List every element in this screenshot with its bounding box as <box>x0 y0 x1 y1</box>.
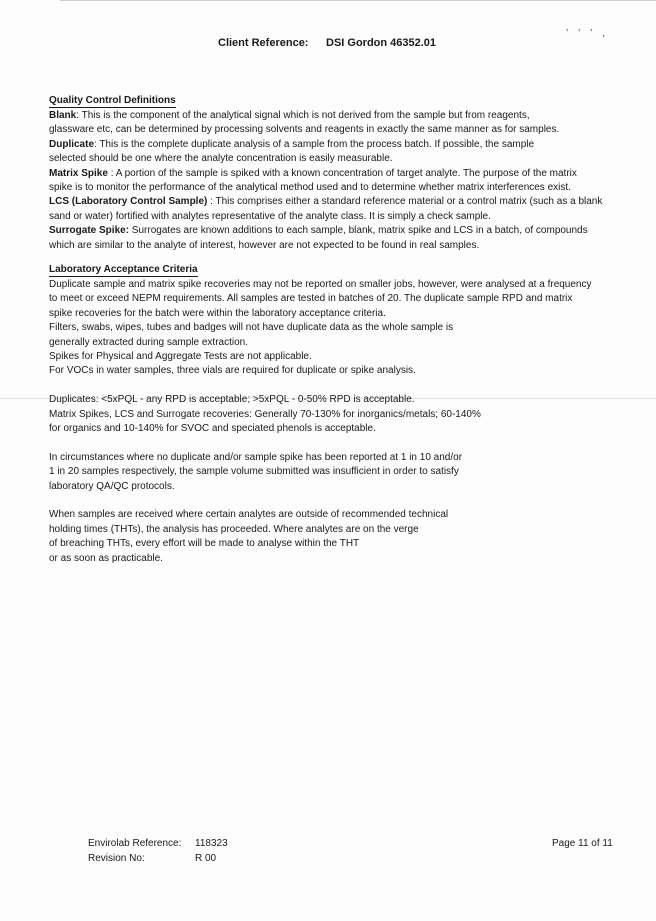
scan-specks: ’’’, <box>566 28 616 39</box>
surrogate-definition-line1 <box>49 224 619 238</box>
surrogate-definition-line2: which are similar to the analyte of interest, however are not expected to be found in real samples. <box>49 239 480 251</box>
recoveries-criteria-line: for organics and 10-140% for SVOC and speciated phenols is acceptable. <box>49 423 376 435</box>
matrix-spike-definition-line2: spike is to monitor the performance of the analytical method used and to determine whether matrix interferences exist. <box>49 182 571 194</box>
blank-definition-line2: glassware etc, can be determined by processing solvents and reagents in exactly the same manner as for samples. <box>49 124 560 136</box>
acceptance-line: to meet or exceed NEPM requirements. All samples are tested in batches of 20. The duplicate sample RPD and matrix <box>49 293 573 305</box>
duplicate-definition-line1 <box>49 138 619 152</box>
acceptance-line: Spikes for Physical and Aggregate Tests are not applicable. <box>49 351 312 363</box>
paragraph-gap <box>49 436 619 450</box>
qc-definitions-section <box>49 94 619 253</box>
holding-times-line: of breaching THTs, every effort will be made to analyse within the THT <box>49 538 360 550</box>
insufficient-volume-line: laboratory QA/QC protocols. <box>49 480 175 492</box>
acceptance-line: Duplicate sample and matrix spike recoveries may not be reported on smaller jobs, however, were analysed at a frequency <box>49 279 592 290</box>
insufficient-volume-line: 1 in 20 samples respectively, the sample volume submitted was insufficient in order to satisfy <box>49 466 459 478</box>
qc-definitions-title: Quality Control Definitions <box>49 95 176 106</box>
lcs-definition-line2: sand or water) fortified with analytes representative of the analyte class. It is simply a check sample. <box>49 210 491 222</box>
acceptance-criteria-section <box>49 263 619 566</box>
surrogate-term: Surrogate Spike: <box>49 225 130 237</box>
revision-label: Revision No: <box>88 853 145 864</box>
client-reference-value: DSI Gordon 46352.01 <box>326 37 437 49</box>
duplicate-definition-line2: selected should be one where the analyte concentration is easily measurable. <box>49 153 393 165</box>
recoveries-criteria-line: Matrix Spikes, LCS and Surrogate recoveries: Generally 70-130% for inorganics/metals; 60-140% <box>49 408 481 420</box>
lcs-term: LCS (Laboratory Control Sample) <box>49 196 208 208</box>
holding-times-line: When samples are received where certain analytes are outside of recommended technical <box>49 509 449 521</box>
acceptance-line: For VOCs in water samples, three vials are required for duplicate or spike analysis. <box>49 365 416 377</box>
envirolab-reference-value: 118323 <box>195 838 228 849</box>
acceptance-line: spike recoveries for the batch were within the laboratory acceptance criteria. <box>49 307 386 319</box>
client-reference-label: Client Reference: <box>218 37 309 49</box>
blank-term: Blank <box>49 110 77 121</box>
page-number: Page 11 of 11 <box>552 838 613 849</box>
matrix-spike-term: Matrix Spike <box>49 167 108 179</box>
duplicates-criteria-line: Duplicates: <5xPQL - any RPD is acceptable; >5xPQL - 0-50% RPD is acceptable. <box>49 394 415 406</box>
surrogate-text: Surrogates are known additions to each sample, blank, matrix spike and LCS in a batch, of compounds <box>129 225 588 237</box>
paragraph-gap <box>49 379 619 393</box>
paragraph-gap <box>49 494 619 508</box>
blank-text: : This is the component of the analytical signal which is not derived from the sample but from reagents, <box>76 110 530 121</box>
acceptance-criteria-title: Laboratory Acceptance Criteria <box>49 264 198 275</box>
envirolab-reference-label: Envirolab Reference: <box>88 838 182 849</box>
lcs-text: : This comprises either a standard reference material or a control matrix (such as a blank <box>207 196 603 208</box>
lcs-definition-line1 <box>49 195 619 209</box>
acceptance-line: Filters, swabs, wipes, tubes and badges will not have duplicate data as the whole sample is <box>49 322 454 334</box>
duplicate-text: : This is the complete duplicate analysis of a sample from the process batch. If possible, the sample <box>94 138 535 150</box>
matrix-spike-definition-line1 <box>49 167 619 181</box>
top-edge-rule <box>60 0 656 1</box>
duplicate-term: Duplicate <box>49 138 95 150</box>
matrix-spike-text: : A portion of the sample is spiked with a known concentration of target analyte. The purpose of the matrix <box>107 167 577 179</box>
holding-times-line: holding times (THTs), the analysis has proceeded. Where analytes are on the verge <box>49 523 419 535</box>
acceptance-line: generally extracted during sample extraction. <box>49 336 248 348</box>
holding-times-line: or as soon as practicable. <box>49 552 163 564</box>
blank-definition-line1 <box>49 109 619 123</box>
revision-value: R 00 <box>195 853 217 864</box>
insufficient-volume-line: In circumstances where no duplicate and/or sample spike has been reported at 1 in 10 and/or <box>49 451 463 463</box>
